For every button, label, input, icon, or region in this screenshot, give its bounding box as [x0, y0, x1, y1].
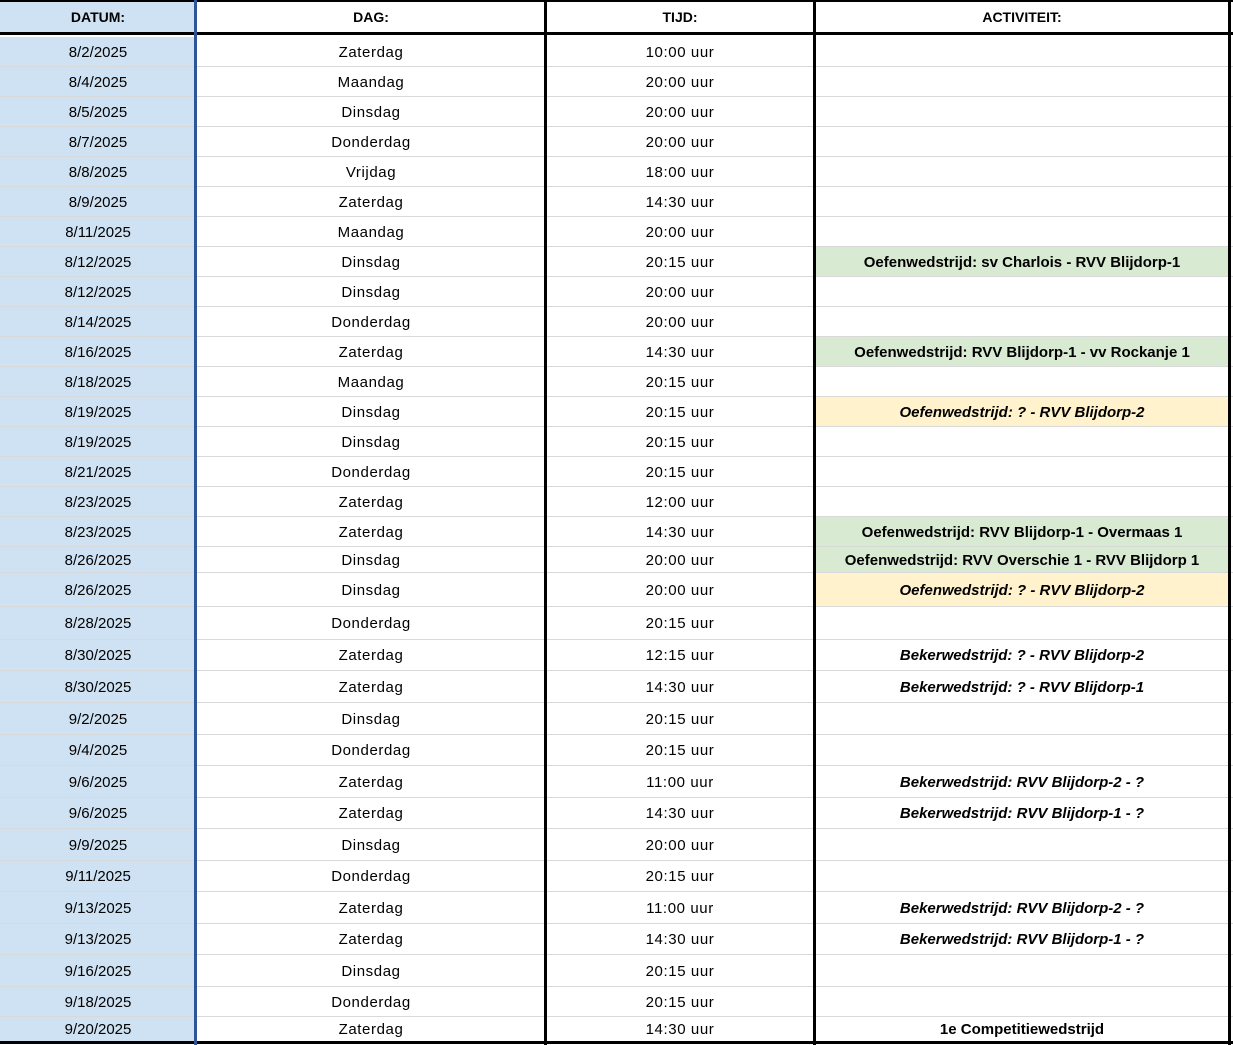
table-border	[0, 1041, 1233, 1044]
cell-activiteit[interactable]	[815, 97, 1229, 127]
cell-activiteit[interactable]: Bekerwedstrijd: ? - RVV Blijdorp-1	[899, 678, 1145, 696]
cell-tijd[interactable]: 20:15 uur	[645, 463, 715, 481]
cell-datum[interactable]: 9/20/2025	[0, 1017, 196, 1041]
cell-activiteit[interactable]: Oefenwedstrijd: ? - RVV Blijdorp-2	[815, 397, 1229, 427]
cell-tijd[interactable]: 14:30 uur	[645, 678, 715, 696]
cell-datum[interactable]: 8/23/2025	[0, 517, 196, 547]
cell-dag[interactable]: Maandag	[337, 73, 405, 91]
cell-dag[interactable]: Zaterdag	[338, 647, 404, 664]
cell-dag[interactable]: Zaterdag	[338, 523, 404, 541]
cell-datum[interactable]: 8/21/2025	[0, 457, 196, 487]
cell-dag[interactable]: Dinsdag	[341, 103, 401, 121]
cell-tijd[interactable]: 14:30 uur	[645, 805, 715, 822]
cell-datum[interactable]: 8/7/2025	[0, 127, 196, 157]
cell-tijd[interactable]: 12:00 uur	[645, 493, 715, 511]
cell-datum[interactable]: 9/13/2025	[0, 892, 196, 924]
cell-datum[interactable]: 8/16/2025	[0, 337, 196, 367]
cell-datum[interactable]: 9/16/2025	[0, 955, 196, 987]
cell-dag[interactable]: Zaterdag	[338, 193, 404, 211]
cell-activiteit[interactable]: Oefenwedstrijd: sv Charlois - RVV Blijdorp-1	[815, 247, 1229, 277]
cell-dag[interactable]: Zaterdag	[338, 343, 404, 361]
cell-dag[interactable]: Maandag	[337, 223, 405, 241]
cell-tijd[interactable]: 20:00 uur	[645, 103, 715, 121]
cell-dag[interactable]: Donderdag	[331, 742, 411, 759]
cell-activiteit[interactable]	[815, 607, 1229, 640]
cell-tijd[interactable]: 20:15 uur	[645, 710, 715, 728]
column-border	[194, 0, 197, 1045]
cell-dag[interactable]: Donderdag	[331, 463, 411, 481]
cell-datum[interactable]: 8/2/2025	[0, 37, 196, 67]
cell-activiteit[interactable]: Oefenwedstrijd: RVV Overschie 1 - RVV Blijdorp 1	[815, 547, 1229, 573]
cell-tijd[interactable]: 20:00 uur	[645, 581, 715, 599]
cell-tijd[interactable]: 12:15 uur	[645, 647, 715, 664]
cell-dag[interactable]: Zaterdag	[338, 899, 404, 917]
cell-activiteit[interactable]	[815, 67, 1229, 97]
table-border	[0, 32, 1233, 35]
cell-datum[interactable]: 9/13/2025	[0, 924, 196, 955]
cell-datum[interactable]: 8/14/2025	[0, 307, 196, 337]
cell-datum[interactable]: 8/5/2025	[0, 97, 196, 127]
cell-tijd[interactable]: 20:15 uur	[645, 962, 715, 980]
cell-tijd[interactable]: 20:15 uur	[645, 403, 715, 421]
cell-dag[interactable]: Dinsdag	[341, 283, 401, 301]
cell-tijd[interactable]: 14:30 uur	[645, 1020, 715, 1038]
cell-tijd[interactable]: 14:30 uur	[645, 523, 715, 541]
cell-datum[interactable]: 8/26/2025	[0, 573, 196, 607]
cell-activiteit[interactable]	[815, 829, 1229, 861]
cell-dag[interactable]: Zaterdag	[338, 805, 404, 822]
cell-dag[interactable]: Zaterdag	[338, 678, 404, 696]
cell-dag[interactable]: Donderdag	[331, 313, 411, 331]
cell-activiteit[interactable]	[815, 457, 1229, 487]
cell-datum[interactable]: 9/2/2025	[0, 703, 196, 735]
cell-activiteit[interactable]	[815, 703, 1229, 735]
cell-datum[interactable]: 9/6/2025	[0, 766, 196, 798]
cell-dag[interactable]: Dinsdag	[341, 836, 401, 854]
cell-activiteit[interactable]: Oefenwedstrijd: RVV Blijdorp-1 - vv Rockanje 1	[815, 337, 1229, 367]
cell-tijd[interactable]: 20:15 uur	[645, 742, 715, 759]
cell-dag[interactable]: Dinsdag	[341, 403, 401, 421]
cell-dag[interactable]: Vrijdag	[345, 163, 397, 181]
cell-datum[interactable]: 8/30/2025	[0, 671, 196, 703]
cell-tijd[interactable]: 20:15 uur	[645, 615, 715, 632]
cell-tijd[interactable]: 20:00 uur	[645, 313, 715, 331]
cell-dag[interactable]: Zaterdag	[338, 931, 404, 948]
cell-datum[interactable]: 8/8/2025	[0, 157, 196, 187]
cell-activiteit[interactable]: Bekerwedstrijd: RVV Blijdorp-2 - ?	[899, 899, 1145, 917]
cell-activiteit[interactable]	[815, 187, 1229, 217]
cell-dag[interactable]: Donderdag	[331, 133, 411, 151]
cell-datum[interactable]: 9/6/2025	[0, 798, 196, 829]
cell-datum[interactable]: 8/28/2025	[0, 607, 196, 640]
cell-tijd[interactable]: 20:15 uur	[645, 253, 715, 271]
cell-tijd[interactable]: 10:00 uur	[645, 43, 715, 61]
header-tijd[interactable]: TIJD:	[546, 2, 814, 32]
cell-activiteit[interactable]	[815, 277, 1229, 307]
cell-dag[interactable]: Dinsdag	[341, 581, 401, 599]
table-border	[0, 0, 1233, 2]
cell-dag[interactable]: Dinsdag	[341, 253, 401, 271]
cell-dag[interactable]: Zaterdag	[338, 773, 404, 791]
cell-activiteit[interactable]: 1e Competitiewedstrijd	[939, 1020, 1105, 1038]
cell-activiteit[interactable]	[815, 157, 1229, 187]
cell-tijd[interactable]: 20:15 uur	[645, 433, 715, 451]
cell-activiteit[interactable]	[815, 37, 1229, 67]
cell-tijd[interactable]: 14:30 uur	[645, 193, 715, 211]
cell-tijd[interactable]: 18:00 uur	[645, 163, 715, 181]
cell-tijd[interactable]: 20:00 uur	[645, 551, 715, 569]
cell-datum[interactable]: 8/4/2025	[0, 67, 196, 97]
cell-dag[interactable]: Maandag	[337, 373, 405, 391]
cell-activiteit[interactable]	[815, 367, 1229, 397]
cell-activiteit[interactable]	[815, 307, 1229, 337]
cell-datum[interactable]: 8/9/2025	[0, 187, 196, 217]
cell-activiteit[interactable]: Bekerwedstrijd: ? - RVV Blijdorp-2	[899, 647, 1145, 664]
cell-dag[interactable]: Donderdag	[331, 993, 411, 1011]
cell-datum[interactable]: 8/19/2025	[0, 397, 196, 427]
cell-datum[interactable]: 8/19/2025	[0, 427, 196, 457]
cell-activiteit[interactable]	[815, 987, 1229, 1017]
header-activiteit[interactable]: ACTIVITEIT:	[815, 2, 1229, 32]
column-border	[544, 0, 547, 1045]
cell-dag[interactable]: Zaterdag	[338, 1020, 404, 1038]
cell-datum[interactable]: 8/12/2025	[0, 277, 196, 307]
cell-dag[interactable]: Dinsdag	[341, 962, 401, 980]
cell-dag[interactable]: Donderdag	[331, 868, 411, 885]
cell-activiteit[interactable]	[815, 955, 1229, 987]
cell-activiteit[interactable]	[815, 217, 1229, 247]
cell-activiteit[interactable]: Bekerwedstrijd: RVV Blijdorp-2 - ?	[899, 773, 1145, 791]
header-datum[interactable]: DATUM:	[0, 2, 196, 32]
cell-activiteit[interactable]	[815, 861, 1229, 892]
cell-activiteit[interactable]	[815, 487, 1229, 517]
cell-tijd[interactable]: 20:15 uur	[645, 868, 715, 885]
cell-activiteit[interactable]: Oefenwedstrijd: RVV Blijdorp-1 - Overmaas 1	[815, 517, 1229, 547]
cell-tijd[interactable]: 20:00 uur	[645, 836, 715, 854]
cell-activiteit[interactable]	[815, 127, 1229, 157]
cell-activiteit[interactable]: Oefenwedstrijd: ? - RVV Blijdorp-2	[815, 573, 1229, 607]
cell-datum[interactable]: 9/18/2025	[0, 987, 196, 1017]
cell-datum[interactable]: 8/23/2025	[0, 487, 196, 517]
cell-tijd[interactable]: 20:15 uur	[645, 373, 715, 391]
cell-dag[interactable]: Zaterdag	[338, 43, 404, 61]
cell-activiteit[interactable]	[815, 735, 1229, 766]
cell-dag[interactable]: Zaterdag	[338, 493, 404, 511]
cell-activiteit[interactable]	[815, 427, 1229, 457]
column-border	[813, 0, 816, 1045]
cell-tijd[interactable]: 20:15 uur	[645, 993, 715, 1011]
header-dag[interactable]: DAG:	[197, 2, 545, 32]
cell-tijd[interactable]: 14:30 uur	[645, 343, 715, 361]
cell-datum[interactable]: 8/11/2025	[0, 217, 196, 247]
cell-dag[interactable]: Dinsdag	[341, 433, 401, 451]
cell-tijd[interactable]: 20:00 uur	[645, 133, 715, 151]
cell-datum[interactable]: 9/4/2025	[0, 735, 196, 766]
cell-datum[interactable]: 8/18/2025	[0, 367, 196, 397]
cell-datum[interactable]: 9/9/2025	[0, 829, 196, 861]
cell-tijd[interactable]: 11:00 uur	[646, 773, 714, 791]
cell-datum[interactable]: 8/26/2025	[0, 547, 196, 573]
cell-dag[interactable]: Donderdag	[331, 615, 411, 632]
cell-datum[interactable]: 9/11/2025	[0, 861, 196, 892]
cell-dag[interactable]: Dinsdag	[341, 551, 401, 569]
cell-datum[interactable]: 8/12/2025	[0, 247, 196, 277]
cell-tijd[interactable]: 20:00 uur	[645, 283, 715, 301]
cell-tijd[interactable]: 11:00 uur	[646, 899, 714, 917]
column-border	[1228, 0, 1231, 1045]
cell-tijd[interactable]: 20:00 uur	[645, 73, 715, 91]
cell-activiteit[interactable]: Bekerwedstrijd: RVV Blijdorp-1 - ?	[899, 805, 1145, 822]
cell-activiteit[interactable]: Bekerwedstrijd: RVV Blijdorp-1 - ?	[899, 931, 1145, 948]
cell-tijd[interactable]: 20:00 uur	[645, 223, 715, 241]
cell-dag[interactable]: Dinsdag	[341, 710, 401, 728]
cell-tijd[interactable]: 14:30 uur	[645, 931, 715, 948]
cell-datum[interactable]: 8/30/2025	[0, 640, 196, 671]
